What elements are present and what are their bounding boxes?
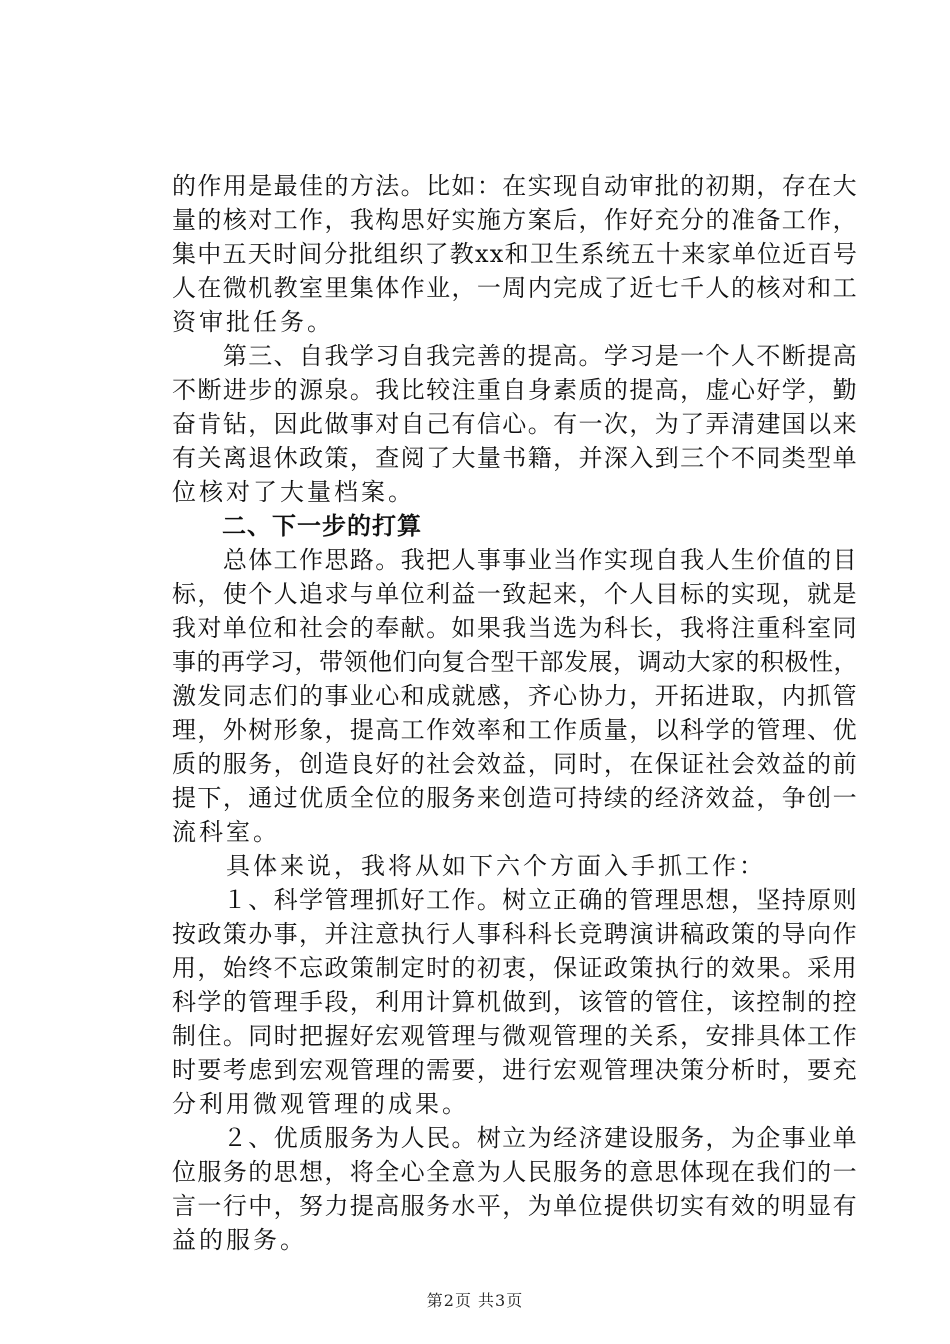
text-line: 提下，通过优质全位的服务来创造可持续的经济效益，争创一: [172, 784, 858, 812]
text-line: 标，使个人追求与单位利益一致起来，个人目标的实现，就是: [172, 580, 858, 608]
text-line: 时要考虑到宏观管理的需要，进行宏观管理决策分析时，要充: [172, 1056, 858, 1084]
text-line: 量的核对工作，我构思好实施方案后，作好充分的准备工作，: [172, 206, 858, 234]
text-line: 言一行中，努力提高服务水平，为单位提供切实有效的明显有: [172, 1192, 858, 1220]
text-line: 集中五天时间分批组织了教xx和卫生系统五十来家单位近百号: [172, 240, 859, 268]
text-line: 用，始终不忘政策制定时的初衷，保证政策执行的效果。采用: [172, 954, 858, 982]
text-line: 第三、自我学习自我完善的提高。学习是一个人不断提高: [172, 342, 858, 370]
text-line: 总体工作思路。我把人事事业当作实现自我人生价值的目: [172, 546, 858, 574]
text-line: 按政策办事，并注意执行人事科科长竞聘演讲稿政策的导向作: [172, 920, 858, 948]
text-line: 奋肯钻，因此做事对自己有信心。有一次，为了弄清建国以来: [172, 410, 858, 438]
text-line: 事的再学习，带领他们向复合型干部发展，调动大家的积极性，: [172, 648, 858, 676]
text-line: 制住。同时把握好宏观管理与微观管理的关系，安排具体工作: [172, 1022, 858, 1050]
text-line: 理，外树形象，提高工作效率和工作质量，以科学的管理、优: [172, 716, 858, 744]
text-line: 质的服务，创造良好的社会效益，同时，在保证社会效益的前: [172, 750, 858, 778]
text-line: 位核对了大量档案。: [172, 478, 415, 506]
text-line: 的作用是最佳的方法。比如：在实现自动审批的初期，存在大: [172, 172, 858, 200]
text-line: 人在微机教室里集体作业，一周内完成了近七千人的核对和工: [172, 274, 858, 302]
page-footer: 第2页 共3页: [426, 1291, 524, 1310]
text-line: 位服务的思想，将全心全意为人民服务的意思体现在我们的一: [172, 1158, 858, 1186]
text-line: 分利用微观管理的成果。: [172, 1090, 469, 1118]
text-line: 具体来说，我将从如下六个方面入手抓工作：: [172, 852, 766, 880]
text-line: 激发同志们的事业心和成就感，齐心协力，开拓进取，内抓管: [172, 682, 858, 710]
text-line: 有关离退休政策，查阅了大量书籍，并深入到三个不同类型单: [172, 444, 858, 472]
text-line: 科学的管理手段，利用计算机做到，该管的管住，该控制的控: [172, 988, 858, 1016]
text-line: 我对单位和社会的奉献。如果我当选为科长，我将注重科室同: [172, 614, 858, 642]
text-line: １、科学管理抓好工作。树立正确的管理思想，坚持原则: [172, 886, 858, 914]
text-line: 资审批任务。: [172, 308, 334, 336]
text-line: ２、优质服务为人民。树立为经济建设服务，为企事业单: [172, 1124, 858, 1152]
text-line: 流科室。: [172, 818, 280, 846]
text-line: 不断进步的源泉。我比较注重自身素质的提高，虚心好学，勤: [172, 376, 858, 404]
text-line: 益的服务。: [172, 1226, 307, 1254]
section-heading: 二、下一步的打算: [172, 512, 422, 540]
